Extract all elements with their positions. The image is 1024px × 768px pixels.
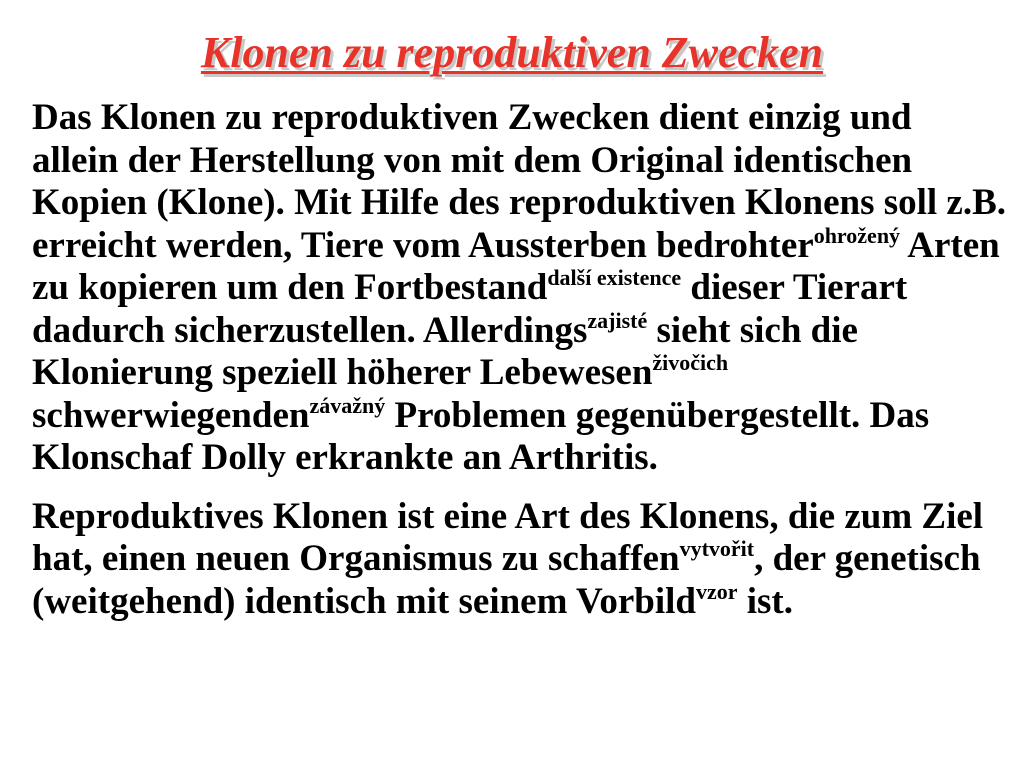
gloss-annotation: vytvořit — [679, 536, 755, 561]
gloss-annotation: živočich — [652, 350, 729, 375]
text-segment: Reproduktives Klonen ist eine Art des Klonens, die zum Ziel hat, einen neuen Organismus zu schaffen — [32, 495, 984, 579]
gloss-annotation: zajisté — [587, 307, 648, 333]
paragraph-1 — [32, 97, 1007, 480]
slide-body — [32, 97, 1007, 623]
paragraph-2 — [32, 496, 1007, 624]
gloss-annotation: závažný — [309, 392, 386, 418]
gloss-annotation: vzor — [695, 578, 738, 604]
text-segment: Das Klonen zu reproduktiven Zwecken dient einzig und allein der Herstellung von mit dem Original identischen Kopien (Klone). Mit Hilfe des reproduktiven Klonens soll z.B. erreicht werden, Tiere vom Aussterben bedrohter — [32, 97, 1007, 266]
gloss-annotation: další existence — [547, 265, 682, 290]
text-segment: sieht sich die Klonierung speziell höherer Lebewesen — [32, 309, 858, 393]
text-segment: , der genetisch (weitgehend) identisch mit seinem Vorbild — [32, 538, 981, 622]
slide-title: Klonen zu reproduktiven Zwecken — [200, 28, 824, 77]
text-segment: Arten zu kopieren um den Fortbestand — [32, 224, 1000, 308]
text-segment: dieser Tierart dadurch sicherzustellen. Allerdings — [32, 267, 908, 351]
gloss-annotation: ohrožený — [813, 222, 901, 248]
text-segment: ist. — [737, 580, 793, 622]
text-segment: Problemen gegenübergestellt. Das Klonschaf Dolly erkrankte an Arthritis. — [32, 394, 930, 478]
text-segment: schwerwiegenden — [32, 394, 310, 436]
